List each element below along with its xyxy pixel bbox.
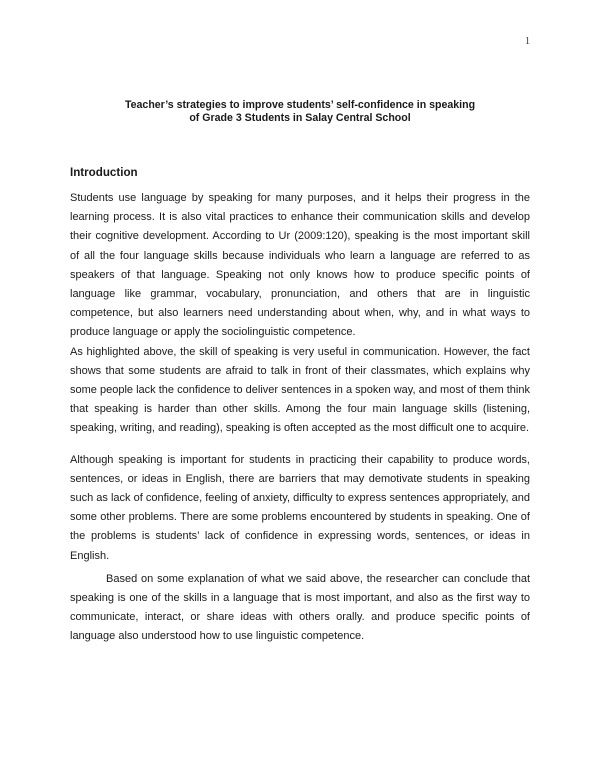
document-body — [70, 189, 530, 647]
document-title — [70, 99, 530, 125]
paragraph-1: Students use language by speaking for many purposes, and it helps their progress in the learning process. It is also vital practices to enhance their communication skills and develop their cognitive development. According to Ur (2009:120), speaking is the most important skill of all the four language skills because individuals who learn a language are referred to as speakers of that language. Speaking not only knows how to produce specific points of language like grammar, vocabulary, pronunciation, and others that are in linguistic competence, but also learners need understanding about when, why, and in what ways to produce language or apply the sociolinguistic competence. — [70, 192, 530, 339]
page-number: 1 — [525, 36, 530, 47]
paragraph-4: Based on some explanation of what we said above, the researcher can conclude that speaking is one of the skills in a language that is most important, and also as the first way to communicate, interact, or share ideas with others orally. and produce specific points of language also understood how to use linguistic competence. — [70, 572, 530, 643]
title-line-2: of Grade 3 Students in Salay Central School — [189, 112, 411, 124]
title-line-1: Teacher’s strategies to improve students’ self-confidence in speaking — [124, 99, 476, 111]
paragraph-3: Although speaking is important for students in practicing their capability to produce words, sentences, or ideas in English, there are barriers that may demotivate students in speaking such as lack of confidence, feeling of anxiety, difficulty to express sentences appropriately, and some other problems. There are some problems encountered by students in speaking. One of the problems is students’ lack of confidence in expressing words, sentences, or ideas in English. — [70, 453, 530, 562]
paragraph-2: As highlighted above, the skill of speaking is very useful in communication. However, the fact shows that some students are afraid to talk in front of their classmates, which explains why some people lack the confidence to deliver sentences in a spoken way, and most of them think that speaking is harder than other skills. Among the four main language skills (listening, speaking, writing, and reading), speaking is often accepted as the most difficult one to acquire. — [70, 345, 530, 435]
section-heading: Introduction — [70, 166, 138, 179]
